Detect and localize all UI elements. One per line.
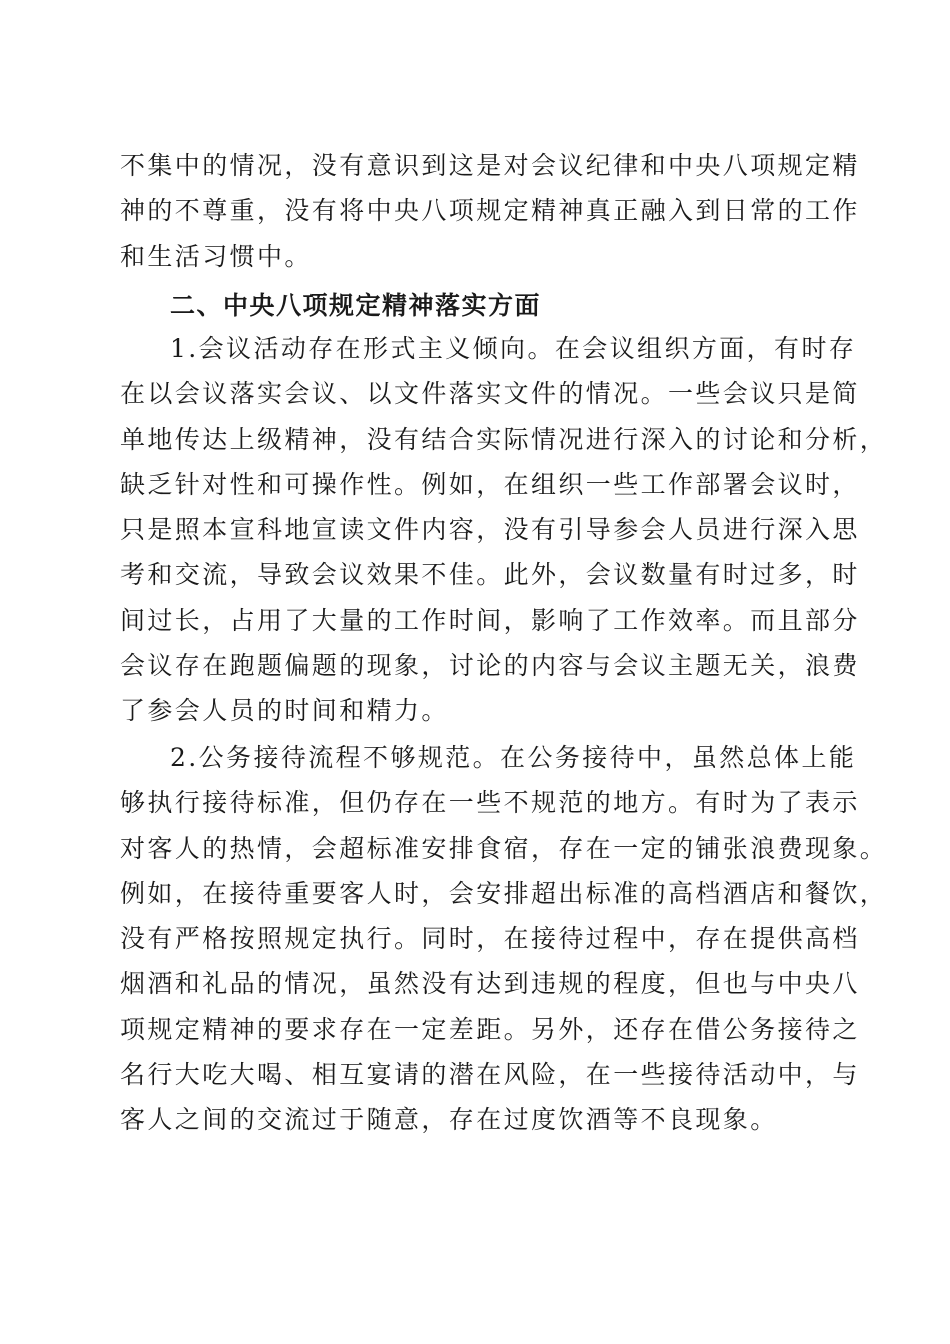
paragraph-line: 了参会人员的时间和精力。 xyxy=(120,696,449,726)
paragraph-line: 没有严格按照规定执行。同时，在接待过程中，存在提供高档 xyxy=(120,924,860,954)
paragraph-line: 会议存在跑题偏题的现象，讨论的内容与会议主题无关，浪费 xyxy=(120,651,860,681)
section-heading xyxy=(170,283,832,328)
paragraph-line: 只是照本宣科地宣读文件内容，没有引导参会人员进行深入思 xyxy=(120,515,860,545)
paragraph-line: 单地传达上级精神，没有结合实际情况进行深入的讨论和分析， xyxy=(120,424,888,454)
paragraph-line: 神的不尊重，没有将中央八项规定精神真正融入到日常的工作 xyxy=(120,196,860,226)
paragraph-line: 对客人的热情，会超标准安排食宿，存在一定的铺张浪费现象。 xyxy=(120,833,888,863)
paragraph-line: 烟酒和礼品的情况，虽然没有达到违规的程度，但也与中央八 xyxy=(120,969,860,999)
paragraph-line: 和生活习惯中。 xyxy=(120,241,312,271)
paragraph-line: 在以会议落实会议、以文件落实文件的情况。一些会议只是简 xyxy=(120,379,860,409)
paragraph-line: 名行大吃大喝、相互宴请的潜在风险，在一些接待活动中，与 xyxy=(120,1060,860,1090)
paragraph-line: 1.会议活动存在形式主义倾向。在会议组织方面，有时存 xyxy=(170,334,857,363)
paragraph-line: 缺乏针对性和可操作性。例如，在组织一些工作部署会议时， xyxy=(120,469,860,499)
paragraph-line: 2.公务接待流程不够规范。在公务接待中，虽然总体上能 xyxy=(170,743,857,772)
paragraph-line: 项规定精神的要求存在一定差距。另外，还存在借公务接待之 xyxy=(120,1014,860,1044)
paragraph-line: 客人之间的交流过于随意，存在过度饮酒等不良现象。 xyxy=(120,1105,778,1135)
paragraph-item-2 xyxy=(120,735,888,1143)
paragraph-line: 不集中的情况，没有意识到这是对会议纪律和中央八项规定精 xyxy=(120,151,860,180)
paragraph-line: 间过长，占用了大量的工作时间，影响了工作效率。而且部分 xyxy=(120,605,860,635)
continuation-paragraph xyxy=(120,143,860,279)
paragraph-line: 考和交流，导致会议效果不佳。此外，会议数量有时过多，时 xyxy=(120,560,860,590)
paragraph-line: 够执行接待标准，但仍存在一些不规范的地方。有时为了表示 xyxy=(120,788,860,818)
section-heading-text: 二、中央八项规定精神落实方面 xyxy=(170,291,542,320)
paragraph-item-1 xyxy=(120,326,888,734)
paragraph-line: 例如，在接待重要客人时，会安排超出标准的高档酒店和餐饮， xyxy=(120,878,888,908)
